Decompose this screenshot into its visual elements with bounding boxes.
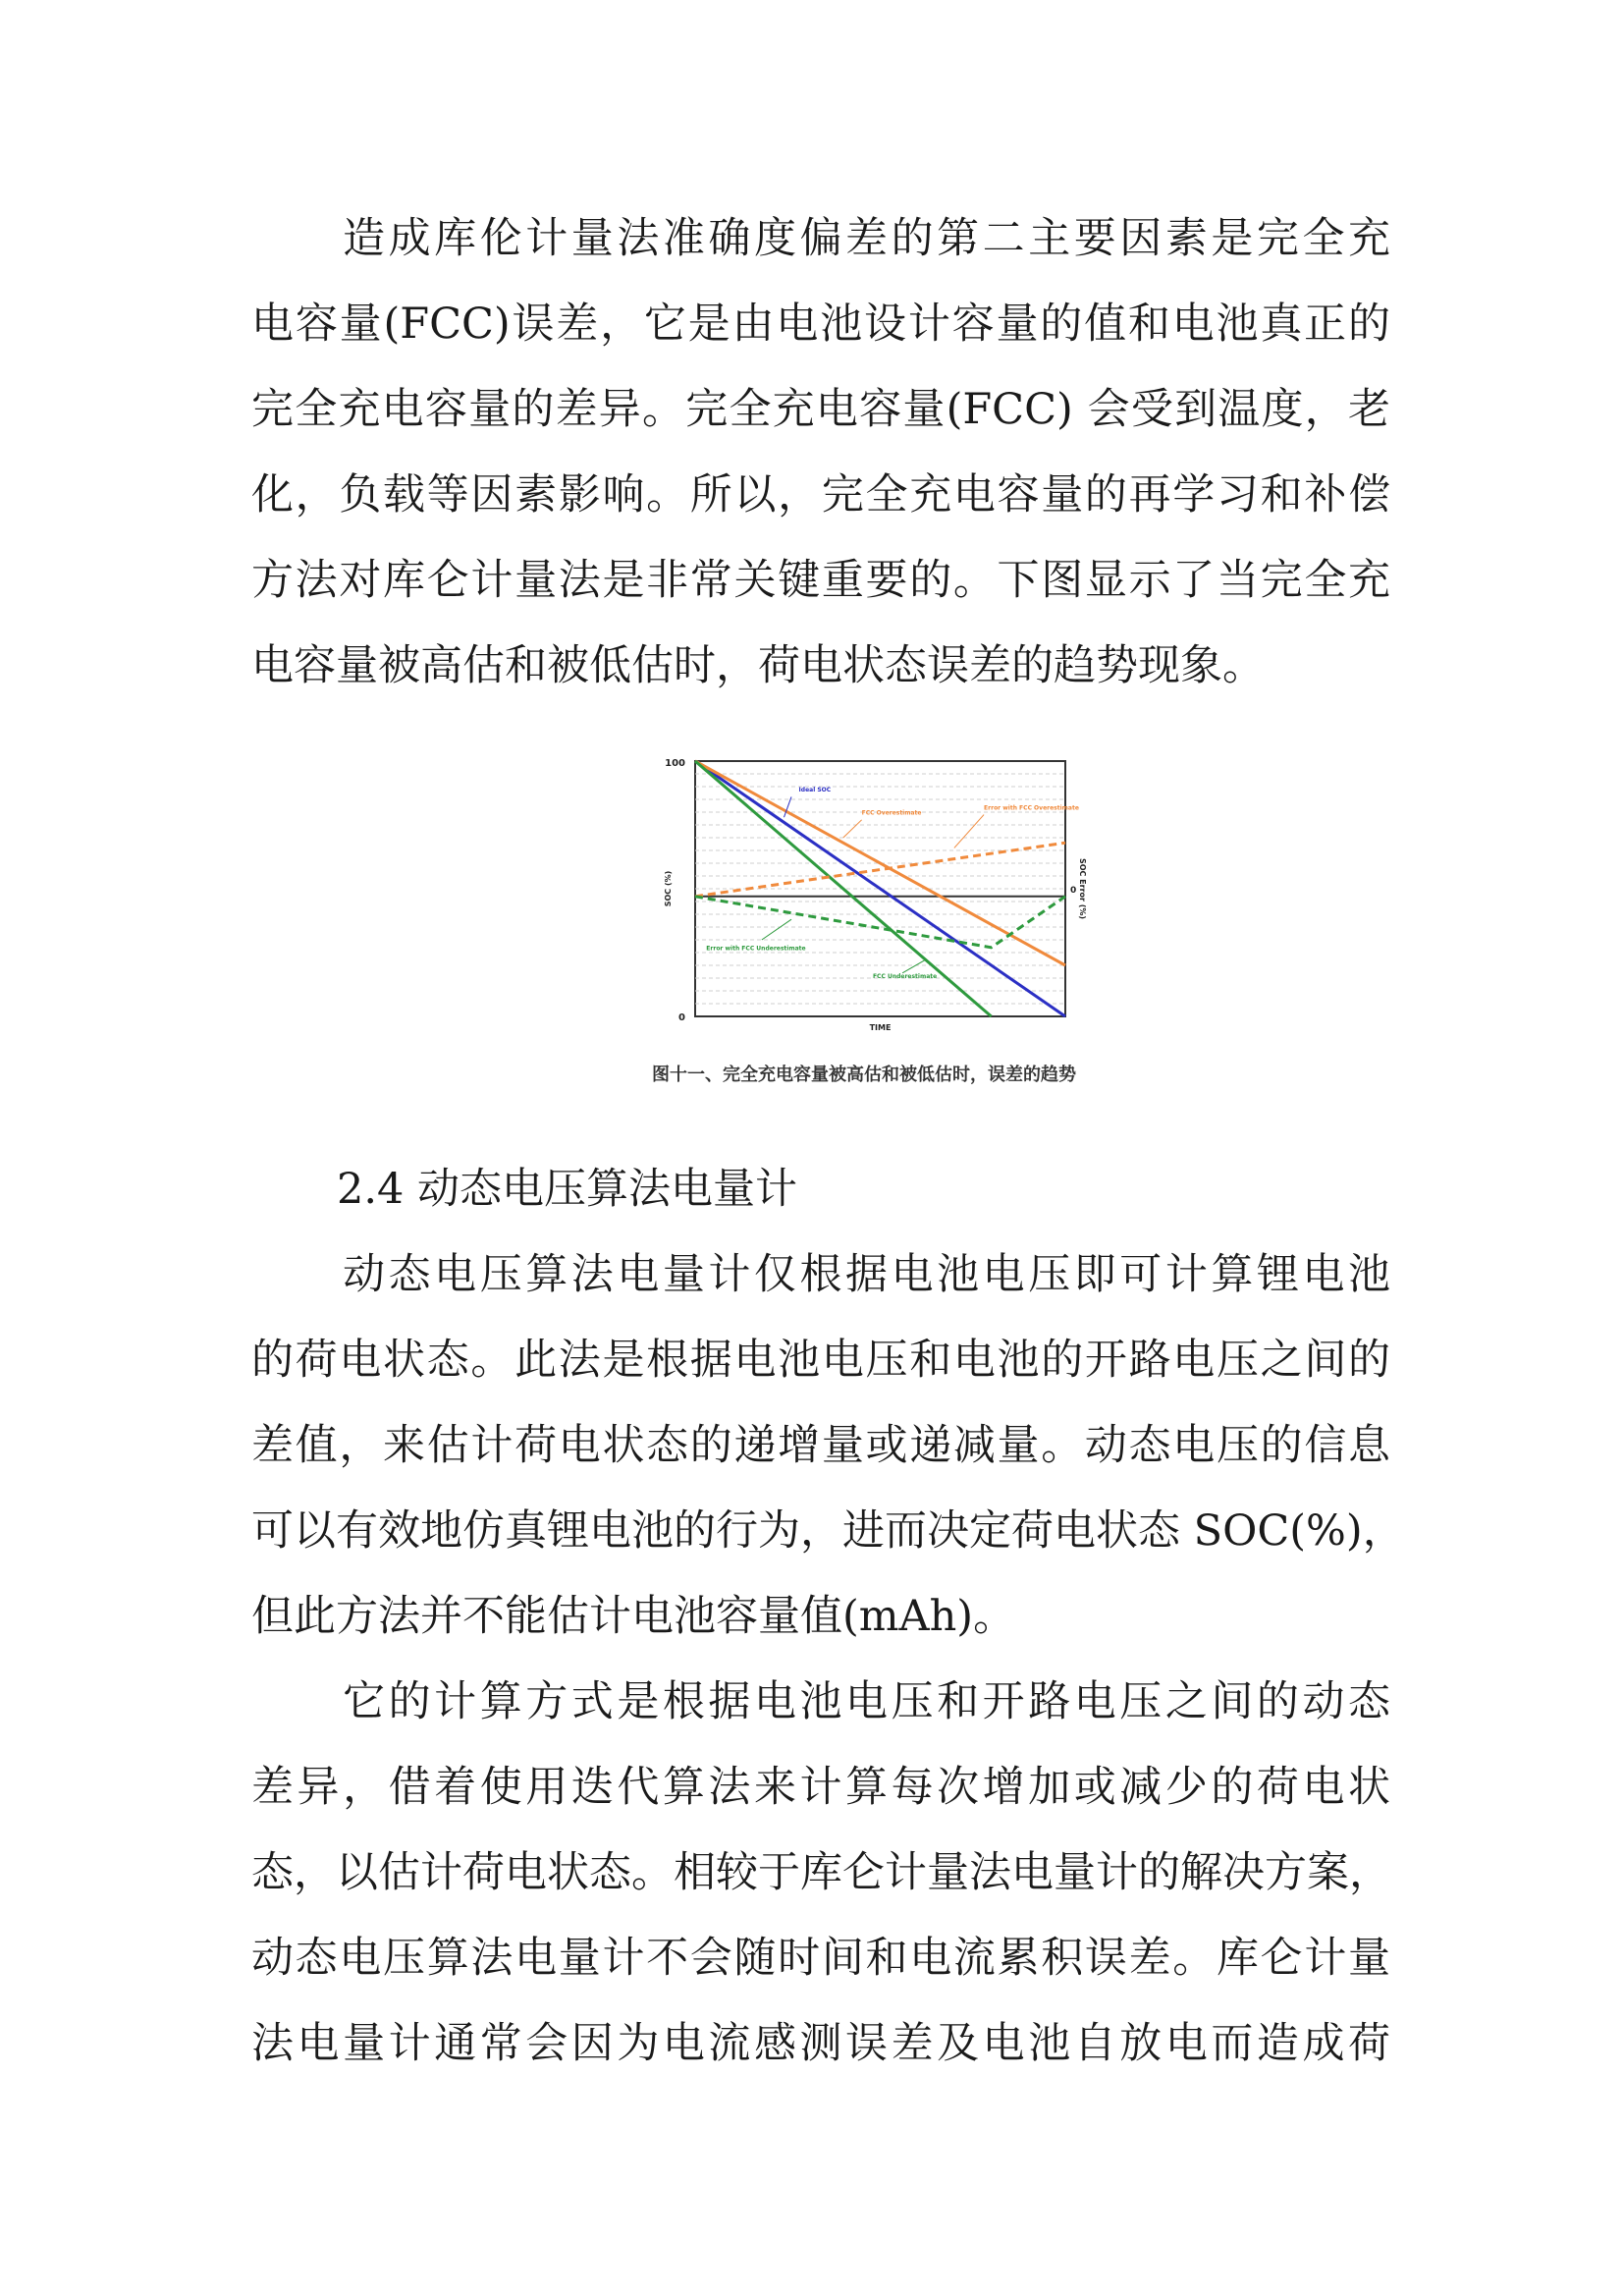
text-line: 它的计算方式是根据电池电压和开路电压之间的动态 <box>251 1677 1390 1726</box>
annotation-label: Error with FCC Overestimate <box>984 804 1079 812</box>
y-tick-label: 0 <box>678 1012 685 1023</box>
x-axis-label: TIME <box>869 1023 892 1032</box>
soc-error-chart <box>628 746 1100 1090</box>
text-line: 化，负载等因素影响。所以，完全充电容量的再学习和补偿 <box>251 470 1390 519</box>
annotation-label: Error with FCC Underestimate <box>706 945 806 953</box>
text-line: 动态电压算法电量计不会随时间和电流累积误差。库仑计量 <box>251 1934 1390 1983</box>
y2-tick-label: 0 <box>1070 885 1077 896</box>
text-line: 的荷电状态。此法是根据电池电压和电池的开路电压之间的 <box>251 1336 1390 1385</box>
text-line: 差值，来估计荷电状态的递增量或递减量。动态电压的信息 <box>251 1421 1390 1470</box>
text-line: 法电量计通常会因为电流感测误差及电池自放电而造成荷 <box>251 2019 1390 2068</box>
text-line: 差异，借着使用迭代算法来计算每次增加或减少的荷电状 <box>251 1763 1390 1812</box>
paragraph-fcc-error <box>251 196 1390 709</box>
annotation-label: Ideal SOC <box>798 787 832 794</box>
section-heading: 2.4 动态电压算法电量计 <box>337 1165 798 1214</box>
paragraph-dynamic-voltage <box>251 1232 1405 1660</box>
annotation-label: FCC Underestimate <box>872 973 938 980</box>
text-line: 但此方法并不能估计电池容量值(mAh)。 <box>251 1592 1016 1641</box>
y-tick-label: 100 <box>665 758 685 769</box>
annotation-label: FCC Overestimate <box>861 809 922 817</box>
text-line: 电容量(FCC)误差，它是由电池设计容量的值和电池真正的 <box>251 300 1390 349</box>
text-line: 态，以估计荷电状态。相较于库仑计量法电量计的解决方案， <box>251 1848 1391 1897</box>
text-line: 方法对库仑计量法是非常关键重要的。下图显示了当完全充 <box>251 556 1390 605</box>
y-axis-label: SOC (%) <box>664 870 673 907</box>
text-line: 动态电压算法电量计仅根据电池电压即可计算锂电池 <box>251 1250 1390 1299</box>
text-line: 完全充电容量的差异。完全充电容量(FCC) 会受到温度，老 <box>251 385 1390 434</box>
paragraph-calculation-method <box>251 1660 1390 2087</box>
text-line: 可以有效地仿真锂电池的行为，进而决定荷电状态 SOC(%)， <box>251 1506 1405 1556</box>
y2-axis-label: SOC Error (%) <box>1078 857 1087 920</box>
text-line: 造成库伦计量法准确度偏差的第二主要因素是完全充 <box>251 214 1390 263</box>
text-line: 电容量被高估和被低估时，荷电状态误差的趋势现象。 <box>251 641 1265 690</box>
figure-caption: 图十一、完全充电容量被高估和被低估时，误差的趋势 <box>652 1065 1076 1085</box>
